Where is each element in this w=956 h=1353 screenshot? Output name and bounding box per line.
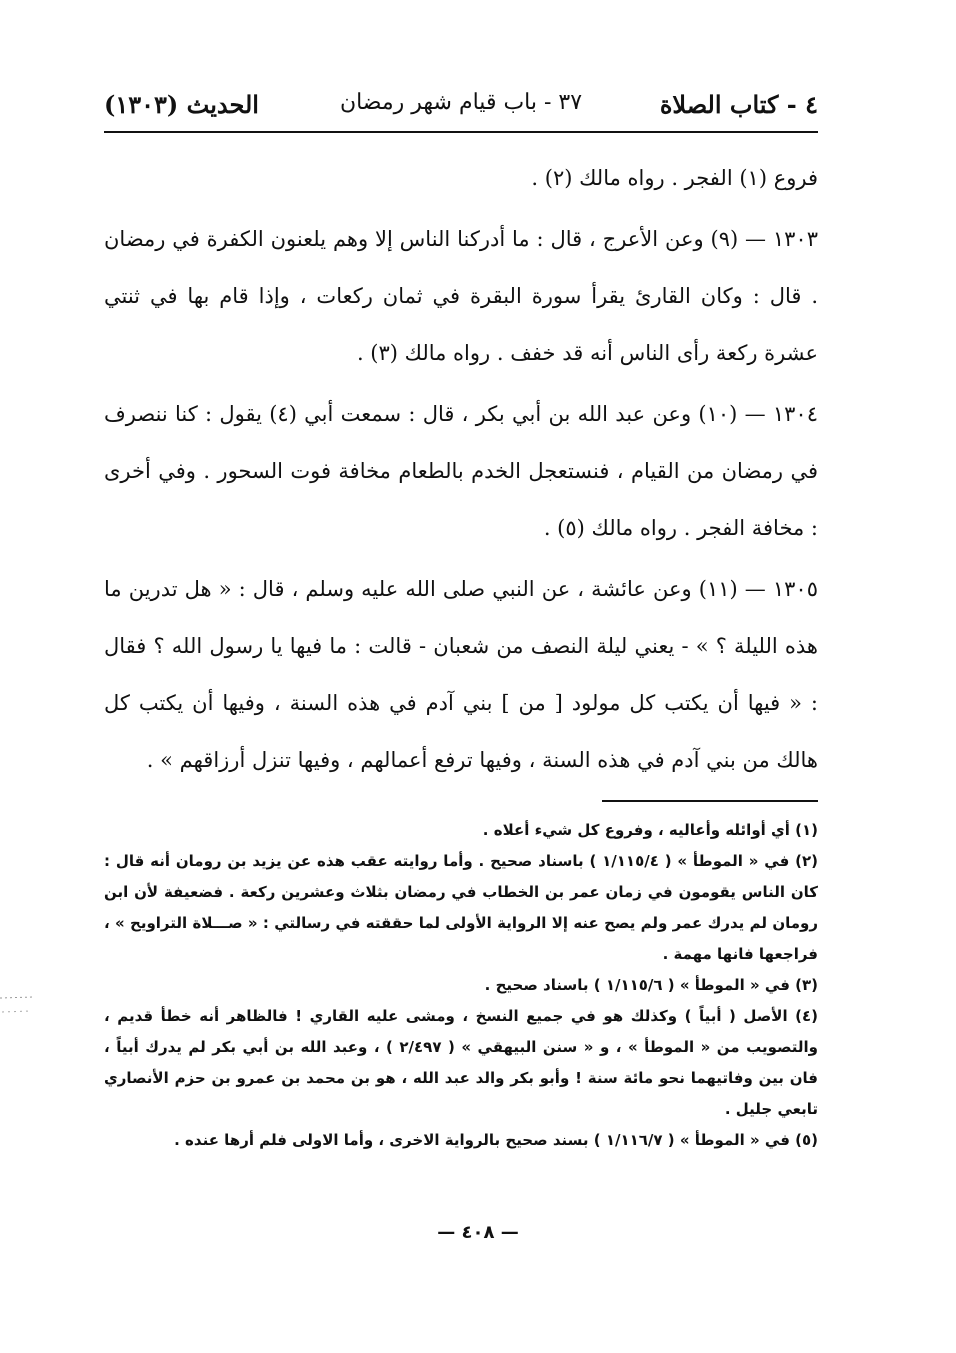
page-number: — ٤٠٨ —	[437, 1222, 519, 1243]
footnote-3: (٣) في « الموطأ » ( ١/١١٥/٦ ) باسناد صحيح .	[484, 976, 818, 994]
page-header	[104, 84, 818, 128]
paragraph-hadith-1305: ١٣٠٥ — (١١) وعن عائشة ، عن النبي صلى الله عليه وسلم ، قال : « هل تدرين ما هذه الليلة ؟ » - يعني ليلة النصف من شعبان - قالت : ما فيها يا رسول الله ؟ فقال : « فيها أن يكتب كل مولود [ من ] بني آدم في هذه السنة ، وفيها أن يكتب كل هالك من بني آدم في هذه السنة ، وفيها ترفع أعمالهم ، وفيها تنزل أرزاقهم » .	[104, 577, 818, 772]
footnote-2: (٢) في « الموطأ » ( ١/١١٥/٤ ) باسناد صحيح . وأما روايته عقب هذه عن يزيد بن رومان أنه قال : كان الناس يقومون في زمان عمر بن الخطاب في رمضان بثلاث وعشرين ركعة . فضعيفة لأن ابن رومان لم يدرك عمر ولم يصح عنه إلا الرواية الأولى لما حققته في رسالتي : « صـــلاة التراويح » ، فراجعها فانها مهمة .	[104, 852, 818, 963]
footnote-5: (٥) في « الموطأ » ( ١/١١٦/٧ ) بسند صحيح بالرواية الاخرى ، وأما الاولى فلم أرها عنده .	[174, 1131, 818, 1149]
paragraph-continuation: فروع (١) الفجر . رواه مالك (٢) .	[531, 166, 818, 190]
footnote-1: (١) أي أوائله وأعاليه ، وفروع كل شيء أعلاه .	[482, 821, 818, 839]
paragraph-hadith-1304: ١٣٠٤ — (١٠) وعن عبد الله بن أبي بكر ، قال : سمعت أبي (٤) يقول : كنا ننصرف في رمضان من القيام ، فنستعجل الخدم بالطعام مخافة فوت السحور . وفي أخرى : مخافة الفجر . رواه مالك (٥) .	[104, 402, 818, 540]
footnote-4: (٤) الأصل ( أبياً ) وكذلك هو في جميع النسخ ، ومشى عليه القاري ! فالظاهر أنه خطأ قديم ، والتصويب من « الموطأ » ، و « سنن البيهقي » ( ٢/٤٩٧ ) ، وعبد الله بن أبي بكر لم يدرك أبياً ، فان بين وفاتيهما نحو مائة سنة ! وأبو بكر والد عبد الله ، هو بن محمد بن عمرو بن حزم الأنصاري تابعي جليل .	[104, 1007, 818, 1118]
header-divider	[104, 131, 818, 133]
footnotes	[104, 815, 818, 1156]
scan-edge-mark	[0, 990, 40, 1030]
footnote-divider	[602, 800, 818, 802]
main-text	[104, 150, 818, 793]
book-title: ٤ - كتاب الصلاة	[659, 90, 818, 119]
paragraph-hadith-1303: ١٣٠٣ — (٩) وعن الأعرج ، قال : ما أدركنا الناس إلا وهم يلعنون الكفرة في رمضان . قال : وكان القارئ يقرأ سورة البقرة في ثمان ركعات ، وإذا قام بها في ثنتي عشرة ركعة رأى الناس أنه قد خفف . رواه مالك (٣) .	[104, 227, 818, 365]
hadith-reference: الحديث (١٣٠٣)	[104, 90, 259, 119]
chapter-title: ٣٧ - باب قيام شهر رمضان	[339, 90, 583, 115]
